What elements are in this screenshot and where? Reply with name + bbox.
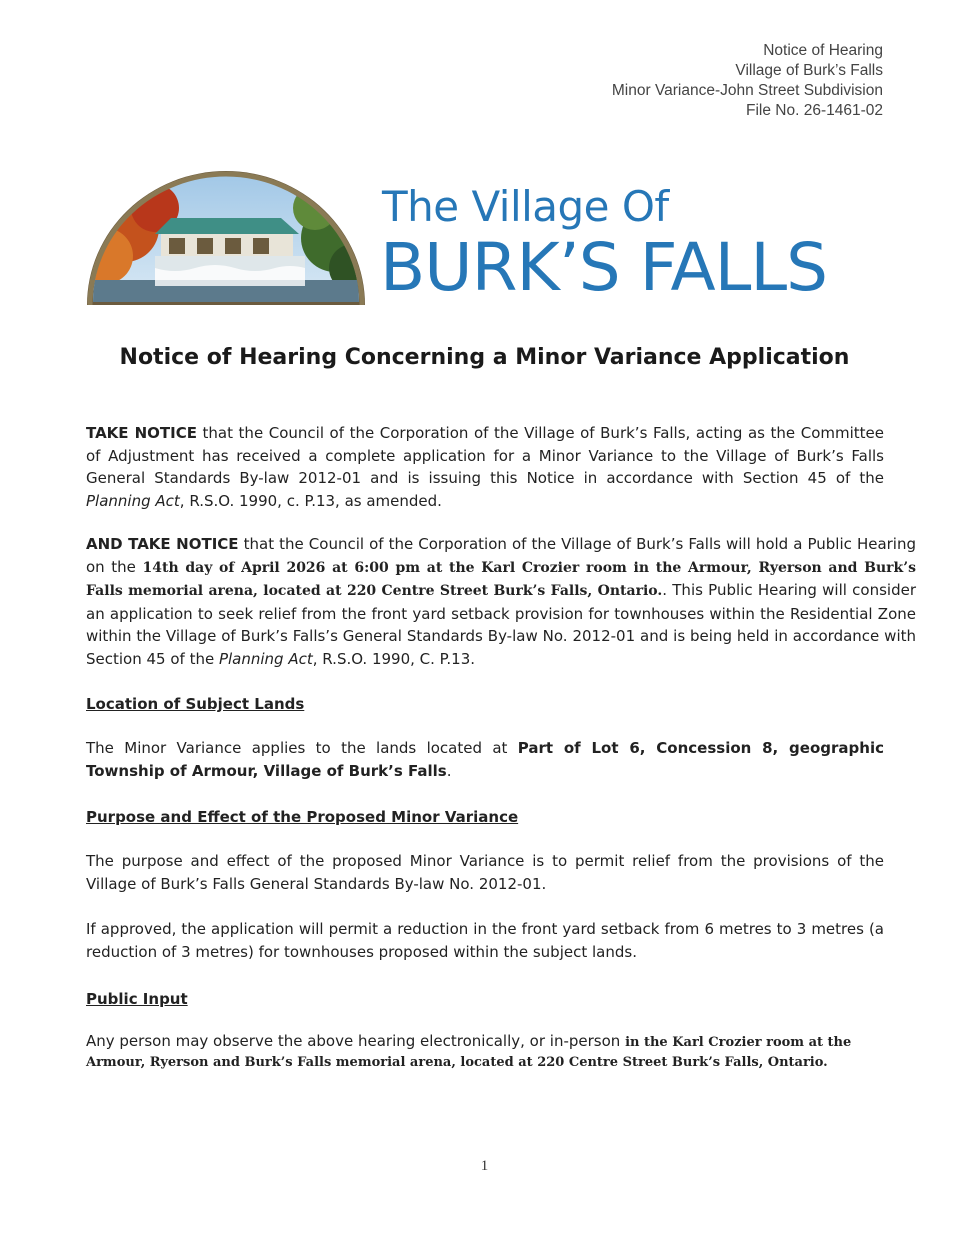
take-notice-paragraph [86,422,884,512]
public-input-text: Any person may observe the above hearing electronically, or in-person [86,1032,626,1050]
page-title: Notice of Hearing Concerning a Minor Variance Application [119,345,850,370]
approval-paragraph: If approved, the application will permit a reduction in the front yard setback from 6 metres to 3 metres (a reduction of 3 metres) for townhouses proposed within the subject lands. [86,920,884,961]
public-input-paragraph [86,1032,884,1072]
page-number: 1 [480,1158,489,1174]
location-heading: Location of Subject Lands [86,695,305,713]
take-notice-italic: Planning Act [86,491,180,510]
take-notice-lead: TAKE NOTICE [86,424,197,442]
village-logo [85,168,885,308]
document-header [612,41,883,121]
and-take-notice-italic: Planning Act [218,649,313,668]
and-take-notice-paragraph [86,533,916,670]
header-line-3: Minor Variance-John Street Subdivision [611,82,883,99]
location-lands: Part of Lot 6, Concession 8, geographic Township of Armour, Village of Burk’s Falls [86,739,884,780]
logo-text-village-of: The Village Of [382,182,669,231]
take-notice-text-a: that the Council of the Corporation of the Village of Burk’s Falls, acting as the Committee of Adjustment has received a complete application for a Minor Variance to the Village of Burk’s Falls General Standards By-law 2012-01 and is issuing this Notice in accordance with Section 45 of the [86,424,884,487]
waterfall-bridge-emblem [85,168,367,306]
and-take-notice-text-a: that the Council of the Corporation of the Village of Burk’s Falls will hold a Public Hearing on the [86,535,917,576]
location-paragraph [86,737,884,782]
header-line-2: Village of Burk’s Falls [735,62,883,79]
location-text-a: The Minor Variance applies to the lands located at [86,739,518,757]
location-text-b: . [446,761,452,780]
purpose-paragraph: The purpose and effect of the proposed Minor Variance is to permit relief from the provisions of the Village of Burk’s Falls General Standards By-law No. 2012-01. [86,852,884,893]
header-line-4: File No. 26-1461-02 [746,102,883,119]
and-take-notice-text-b: . This Public Hearing will consider an application to seek relief from the front yard setback provision for townhouses within the Residential Zone within the Village of Burk’s Falls’s General Standards By-law No. 2012-01 and is being held in accordance with Section 45 of the [86,581,916,668]
public-input-location: in the Karl Crozier room at the Armour, Ryerson and Burk’s Falls memorial arena, located at 220 Centre Street Burk’s Falls, Ontario. [86,1035,852,1070]
public-input-heading: Public Input [86,990,188,1008]
header-line-1: Notice of Hearing [763,42,883,59]
take-notice-text-b: , R.S.O. 1990, c. P.13, as amended. [179,491,442,510]
hearing-details: 14th day of April 2026 at 6:00 pm at the Karl Crozier room in the Armour, Ryerson and Burk’s Falls memorial arena, located at 220 Centre Street Burk’s Falls, Ontario. [86,559,916,599]
purpose-heading: Purpose and Effect of the Proposed Minor Variance [86,808,519,826]
and-take-notice-lead: AND TAKE NOTICE [86,535,239,553]
and-take-notice-text-c: , R.S.O. 1990, C. P.13. [312,649,476,668]
logo-text-burks-falls: BURK’S FALLS [380,229,828,306]
